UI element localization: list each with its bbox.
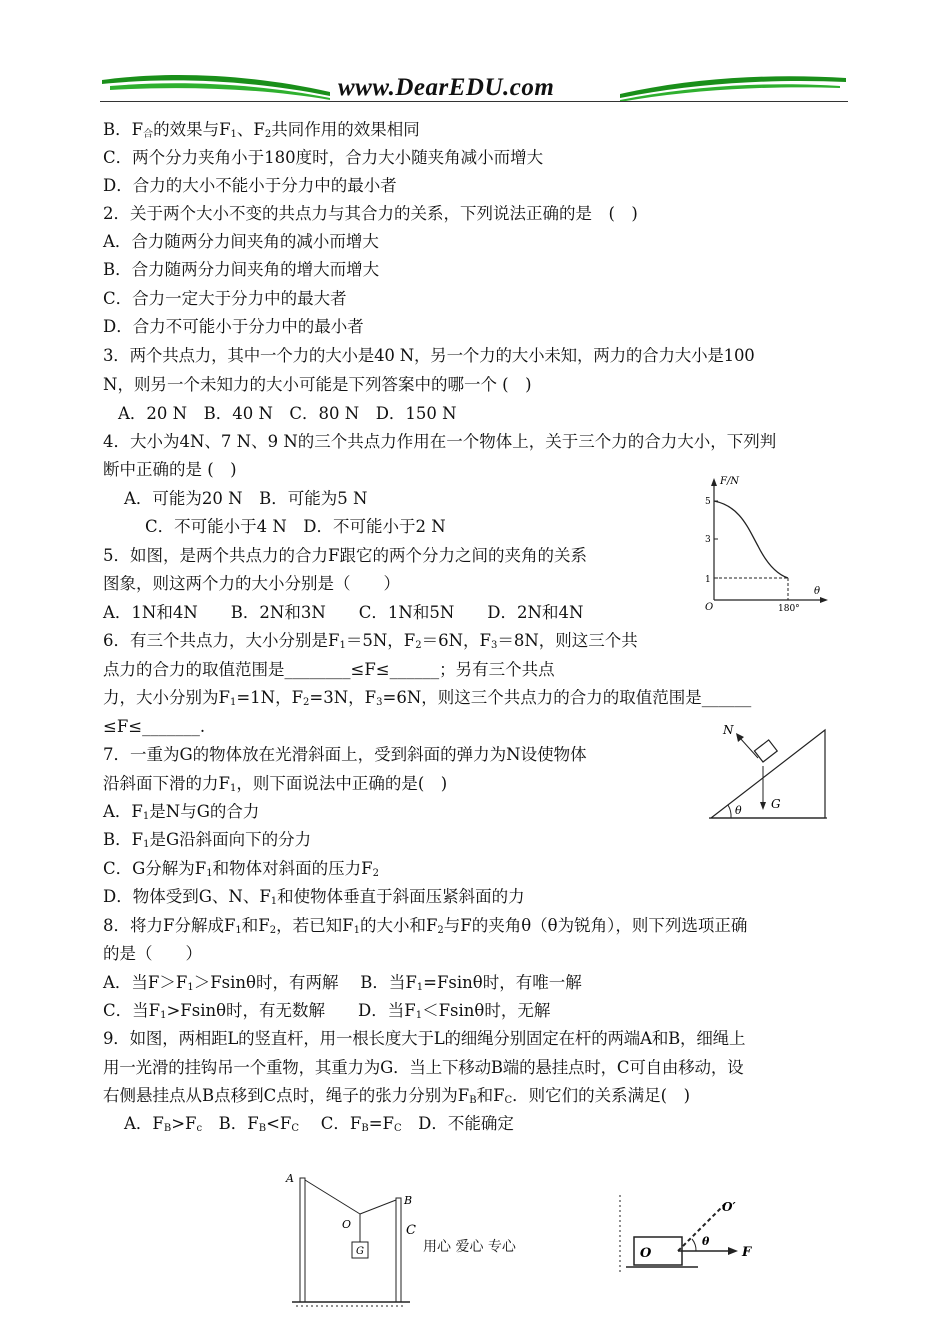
fig10-theta: θ <box>702 1235 710 1248</box>
question-5: 5．如图，是两个共点力的合力F跟它的两个分力之间的夹角的关系 <box>103 546 587 565</box>
question-6: 6．有三个共点力，大小分别是$F_1=5N$，$F_2=6N$，$F_3=8N$，则这三个共 <box>103 631 638 651</box>
question-3: 3．两个共点力，其中一个力的大小是40 N，另一个力的大小未知，两力的合力大小是100 <box>103 346 755 365</box>
fig10-o: O <box>640 1246 652 1261</box>
option-line: B．$F_1$是G沿斜面向下的分力 <box>103 830 312 850</box>
header-divider <box>100 101 848 102</box>
option-line: D．物体受到G、N、$F_1$和使物体垂直于斜面压紧斜面的力 <box>103 887 525 907</box>
fig9-c: C <box>406 1223 416 1238</box>
block-force-diagram <box>618 1185 763 1280</box>
graph-ytick-3: 3 <box>705 535 711 545</box>
option-line: B．合力随两分力间夹角的增大而增大 <box>103 260 380 279</box>
footer-text: 用心 爱心 专心 <box>423 1239 516 1255</box>
fig9-o: O <box>342 1218 352 1231</box>
fig9-a: A <box>286 1172 294 1185</box>
option-line: D．合力不可能小于分力中的最小者 <box>103 317 364 336</box>
graph-curve <box>714 501 788 578</box>
graph-origin: O <box>705 602 714 613</box>
question-8-cont: 的是（ ） <box>103 944 202 963</box>
incline-g: G <box>771 797 781 811</box>
option-line: C．G分解为$F_1$和物体对斜面的压力$F_2$ <box>103 859 379 879</box>
question-2: 2．关于两个大小不变的共点力与其合力的关系，下列说法正确的是 ( ) <box>103 204 638 223</box>
incline-diagram <box>705 718 830 823</box>
question-6-cont: ≤F≤_______. <box>103 717 206 736</box>
graph-xtick-180: 180° <box>778 604 800 614</box>
option-line: A．合力随两分力间夹角的减小而增大 <box>103 232 379 251</box>
option-line: B．$F_合$的效果与$F_1$、$F_2$共同作用的效果相同 <box>103 120 420 140</box>
option-line: C．两个分力夹角小于180度时，合力大小随夹角减小而增大 <box>103 148 544 167</box>
question-4-options: C．不可能小于4 N D．不可能小于2 N <box>145 517 446 536</box>
rope-poles-diagram <box>282 1168 417 1308</box>
question-9-options: A．$F_B>F_c$ B．$F_B<F_C$ C．$F_B=F_C$ D．不能确定 <box>124 1114 514 1134</box>
question-4: 4．大小为4N、7 N、9 N的三个共点力作用在一个物体上，关于三个力的合力大小，下列判 <box>103 432 777 451</box>
force-angle-graph <box>700 470 830 615</box>
question-7: 7．一重为G的物体放在光滑斜面上，受到斜面的弹力为N设使物体 <box>103 745 587 764</box>
fig9-g: G <box>356 1246 364 1257</box>
question-5-cont: 图象，则这两个力的大小分别是（ ） <box>103 574 400 593</box>
question-9-cont: 用一光滑的挂钩吊一个重物，其重力为G．当上下移动B端的悬挂点时，C可自由移动，设 <box>103 1058 744 1077</box>
fig10-o2: O′ <box>722 1200 736 1214</box>
question-6-cont: 力，大小分别为$F_1=1N$，$F_2=3N$，$F_3=6N$，则这三个共点力的合力的取值范围是______ <box>103 688 752 708</box>
graph-ylabel: F/N <box>720 476 740 487</box>
fig9-b: B <box>404 1194 413 1207</box>
option-line: D．合力的大小不能小于分力中的最小者 <box>103 176 397 195</box>
question-3-cont: N，则另一个未知力的大小可能是下列答案中的哪一个 ( ) <box>103 375 532 394</box>
question-8-options: A．当$F>F_1>Fsin\theta$时，有两解 B．当$F_1=Fsin\theta$时，有唯一解 <box>103 973 582 993</box>
incline-n: N <box>723 723 734 737</box>
question-8: 8．将力F分解成$F_1$和$F_2$，若已知$F_1$的大小和$F_2$与F的夹角θ（θ为锐角），则下列选项正确 <box>103 916 748 936</box>
option-line: C．合力一定大于分力中的最大者 <box>103 289 347 308</box>
question-9: 9．如图，两相距L的竖直杆，用一根长度大于L的细绳分别固定在杆的两端A和B，细绳上 <box>103 1029 746 1048</box>
site-logo[interactable]: www.DearEDU.com <box>338 74 555 101</box>
graph-ytick-5: 5 <box>705 497 711 507</box>
question-8-options: C．当$F_1>Fsin\theta$时，有无数解 D．当$F_1<Fsin\theta$时，无解 <box>103 1001 551 1021</box>
fig10-f: F <box>742 1245 752 1260</box>
question-9-cont: 右侧悬挂点从B点移到C点时，绳子的张力分别为$F_B$和$F_C$．则它们的关系满足( ) <box>103 1086 691 1106</box>
graph-ytick-1: 1 <box>705 575 711 585</box>
option-line: A．$F_1$是N与G的合力 <box>103 802 260 822</box>
incline-theta: θ <box>735 804 742 817</box>
question-4-cont: 断中正确的是 ( ) <box>103 460 237 479</box>
question-5-options: A．1N和4N B．2N和3N C．1N和5N D．2N和4N <box>103 603 584 622</box>
question-6-cont: 点力的合力的取值范围是________≤F≤______；另有三个共点 <box>103 660 555 679</box>
question-3-options: A．20 N B．40 N C．80 N D．150 N <box>118 404 457 423</box>
question-7-cont: 沿斜面下滑的力$F_1$，则下面说法中正确的是( ) <box>103 774 448 794</box>
graph-xlabel: θ <box>814 586 821 597</box>
question-4-options: A．可能为20 N B．可能为5 N <box>124 489 368 508</box>
